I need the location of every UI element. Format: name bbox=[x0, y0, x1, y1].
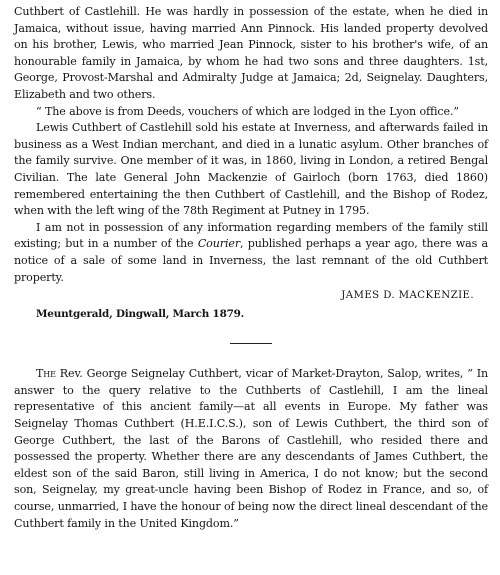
paragraph-rev-cuthbert bbox=[14, 366, 488, 532]
paragraph-lewis-cuthbert bbox=[14, 120, 488, 220]
dateline: Meuntgerald, Dingwall, March 1879. bbox=[36, 307, 245, 320]
paragraph-estate-devolved bbox=[14, 4, 488, 104]
paragraph-text: Lewis Cuthbert of Castlehill sold his estate at Inverness, and afterwards failed in business as a West Indian merchant, and died in a lunatic asylum. Other branches of the family survive. One member of it was, in 1860, living in London, a retired Bengal Civilian. The late General John Mackenzie of Gairloch (born 1763, died 1860) remembered entertaining the then Cuthbert of Castlehill, and the Bishop of Rodez, when with the left wing of the 78th Regiment at Putney in 1795. bbox=[14, 121, 488, 218]
document-page bbox=[14, 4, 488, 532]
paragraph-text: Rev. George Seignelay Cuthbert, vicar of Market-Drayton, Salop, writes, “ In answer to the query relative to the Cuthberts of Castlehill, I am the lineal representative of this ancient family—at all events in Europe. My father was Seignelay Thomas Cuthbert (H.E.I.C.S.), son of Lewis Cuthbert, the third son of George Cuthbert, the last of the Barons of Castlehill, who resided there and possessed the property. Whether there are any descendants of James Cuthbert, the eldest son of the said Baron, still living in America, I do not know; but the second son, Seignelay, my great-uncle having been Bishop of Rodez in France, and so, of course, unmarried, I have the honour of being now the direct lineal descendant of the Cuthbert family in the United Kingdom.” bbox=[14, 367, 488, 530]
paragraph-lyon-office bbox=[14, 104, 488, 121]
lead-word: The bbox=[36, 367, 56, 381]
section-divider bbox=[230, 343, 272, 344]
signature-line: JAMES D. MACKENZIE. bbox=[341, 290, 474, 302]
paragraph-text: “ The above is from Deeds, vouchers of which are lodged in the Lyon office.” bbox=[36, 104, 459, 118]
paragraph-text: , published perhaps a year ago, there was a notice of a sale of some land in Inverness, the last remnant of the old Cuthbert property. bbox=[14, 237, 488, 284]
paragraph-text: I am not in possession of any information regarding members of the family still existing; but in a number of the bbox=[14, 220, 488, 251]
paragraph-text: Cuthbert of Castlehill. He was hardly in possession of the estate, when he died in Jamaica, without issue, having married Ann Pinnock. His landed property devolved on his brother, Lewis, who married Jean Pinnock, sister to his brother's wife, of an honourable family in Jamaica, by whom he had two sons and three daughters. 1st, George, Provost-Marshal and Admiralty Judge at Jamaica; 2d, Seignelay. Daughters, Elizabeth and two others. bbox=[14, 5, 488, 101]
paragraph-courier-notice bbox=[14, 220, 488, 286]
newspaper-title: Courier bbox=[197, 237, 241, 251]
